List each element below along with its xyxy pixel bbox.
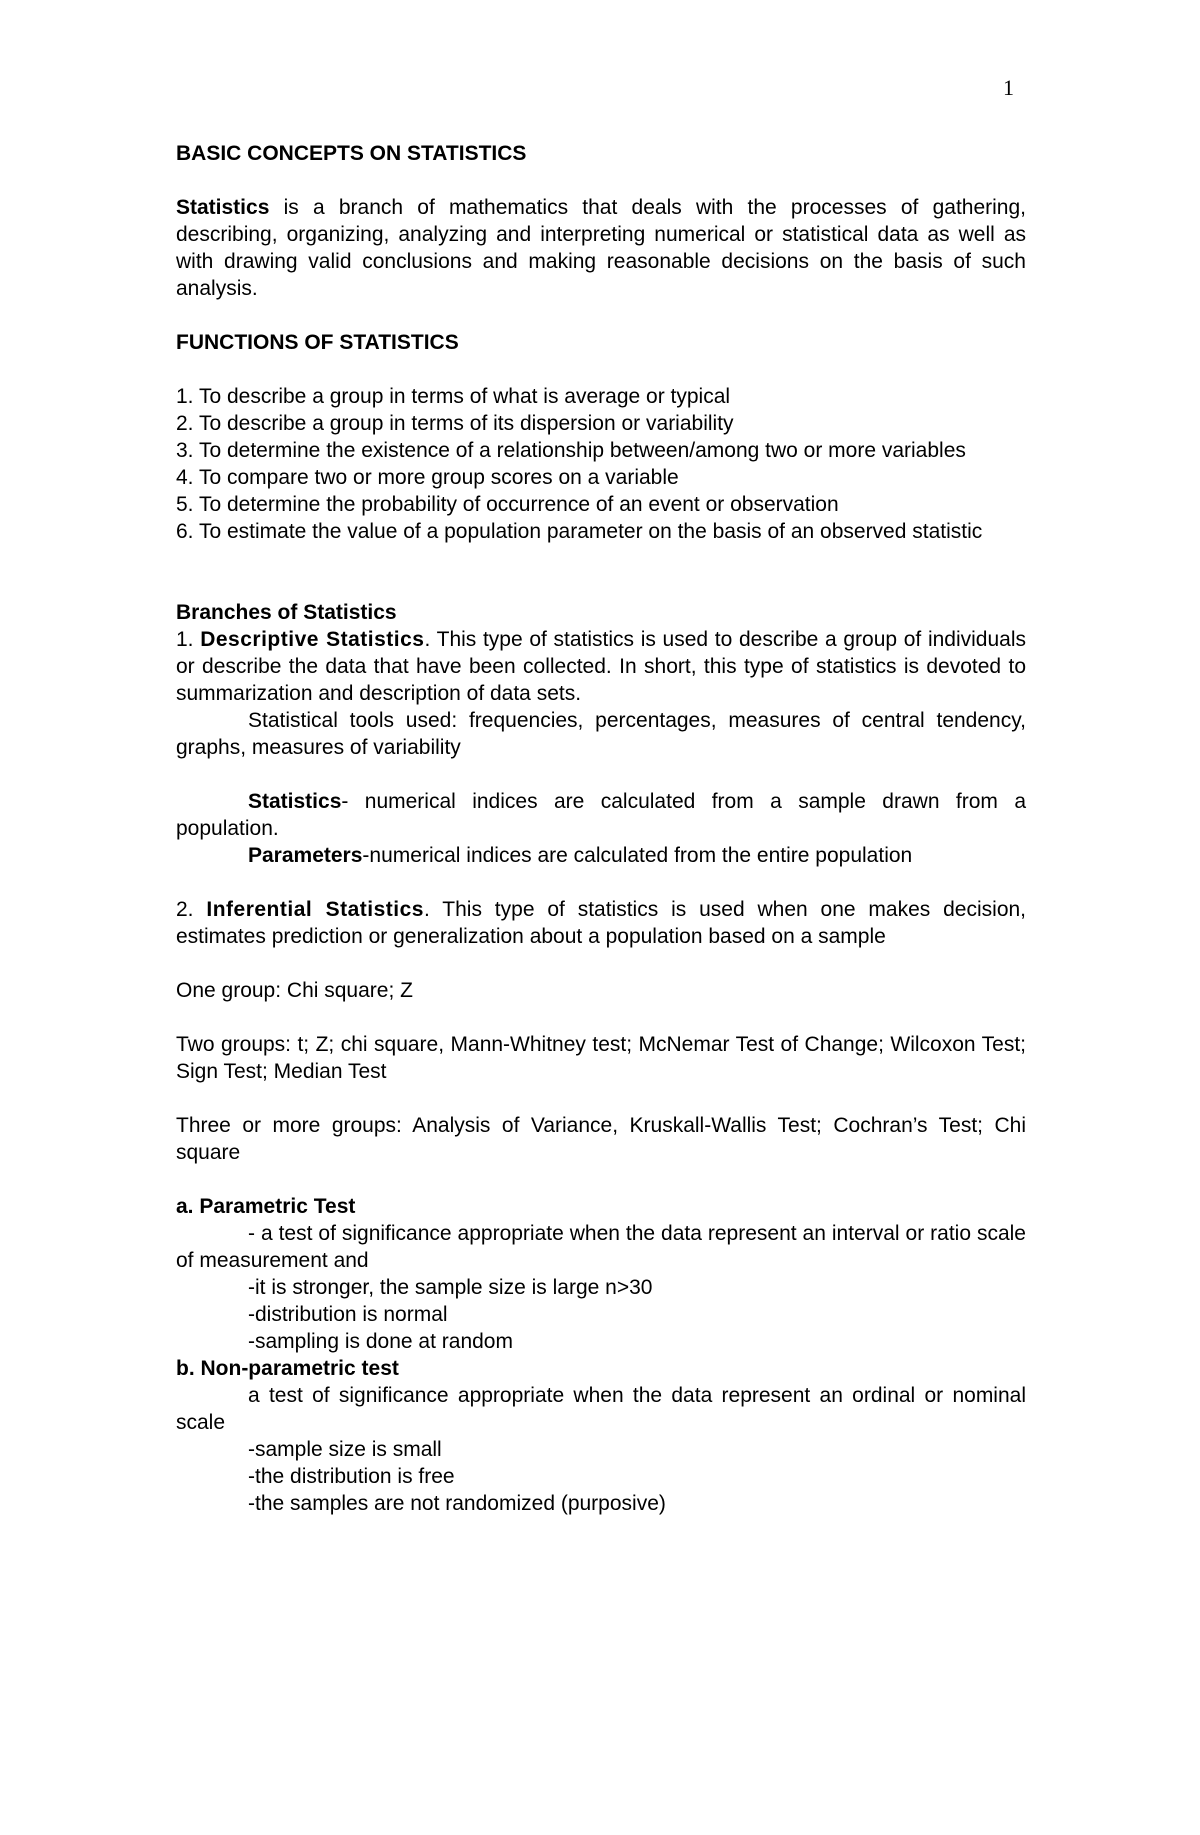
document-body [176, 140, 1026, 1517]
functions-heading: FUNCTIONS OF STATISTICS [176, 331, 459, 354]
function-item: 4. To compare two or more group scores on a variable [176, 466, 679, 489]
parameters-definition [176, 842, 1026, 869]
statistics-term: Statistics [248, 790, 342, 813]
parametric-point: -distribution is normal [248, 1303, 448, 1326]
inferential-term: Inferential Statistics [206, 898, 424, 921]
intro-paragraph [176, 194, 1026, 302]
inferential-text: . This type of statistics is used when one makes decision, estimates prediction or generalization about a population based on a sample [176, 898, 1027, 948]
parametric-point: -it is stronger, the sample size is large n>30 [248, 1276, 653, 1299]
parametric-point: -sampling is done at random [248, 1330, 513, 1353]
parametric-heading: a. Parametric Test [176, 1195, 356, 1218]
descriptive-text: . This type of statistics is used to describe a group of individuals or describe the data that have been collected. In short, this type of statistics is devoted to summarization and description of data sets. [176, 628, 1026, 705]
document-title: BASIC CONCEPTS ON STATISTICS [176, 142, 527, 165]
intro-term: Statistics [176, 196, 270, 219]
parameters-term: Parameters [248, 844, 363, 867]
three-groups-tests: Three or more groups: Analysis of Variance, Kruskall-Wallis Test; Cochran’s Test; Chi square [176, 1114, 1026, 1164]
descriptive-paragraph [176, 626, 1026, 707]
nonparametric-definition: a test of significance appropriate when the data represent an ordinal or nominal scale [176, 1384, 1026, 1434]
statistics-definition [176, 788, 1026, 842]
parameters-text: -numerical indices are calculated from the entire population [362, 844, 913, 867]
descriptive-tools: Statistical tools used: frequencies, percentages, measures of central tendency, graphs, measures of variability [176, 709, 1026, 759]
descriptive-term: Descriptive Statistics [200, 628, 425, 651]
page-number: 1 [1003, 75, 1014, 100]
function-item: 5. To determine the probability of occurrence of an event or observation [176, 493, 839, 516]
nonparametric-heading: b. Non-parametric test [176, 1357, 399, 1380]
statistics-text: - numerical indices are calculated from a sample drawn from a population. [176, 790, 1026, 840]
one-group-tests: One group: Chi square; Z [176, 979, 413, 1002]
nonparametric-point: -the distribution is free [248, 1465, 455, 1488]
nonparametric-point: -sample size is small [248, 1438, 442, 1461]
function-item: 3. To determine the existence of a relationship between/among two or more variables [176, 439, 966, 462]
function-item: 2. To describe a group in terms of its dispersion or variability [176, 412, 734, 435]
function-item: 1. To describe a group in terms of what is average or typical [176, 385, 731, 408]
inferential-paragraph [176, 896, 1026, 950]
inferential-number: 2. [176, 898, 207, 921]
intro-text: is a branch of mathematics that deals with the processes of gathering, describing, organizing, analyzing and interpreting numerical or statistical data as well as with drawing valid conclusions and making reasonable decisions on the basis of such analysis. [176, 196, 1026, 300]
two-groups-tests: Two groups: t; Z; chi square, Mann-Whitney test; McNemar Test of Change; Wilcoxon Test; Sign Test; Median Test [176, 1033, 1026, 1083]
nonparametric-point: -the samples are not randomized (purposive) [248, 1492, 666, 1515]
function-item: 6. To estimate the value of a population parameter on the basis of an observed statistic [176, 520, 983, 543]
branches-heading: Branches of Statistics [176, 601, 397, 624]
parametric-definition: - a test of significance appropriate when the data represent an interval or ratio scale of measurement and [176, 1222, 1026, 1272]
descriptive-number: 1. [176, 628, 201, 651]
